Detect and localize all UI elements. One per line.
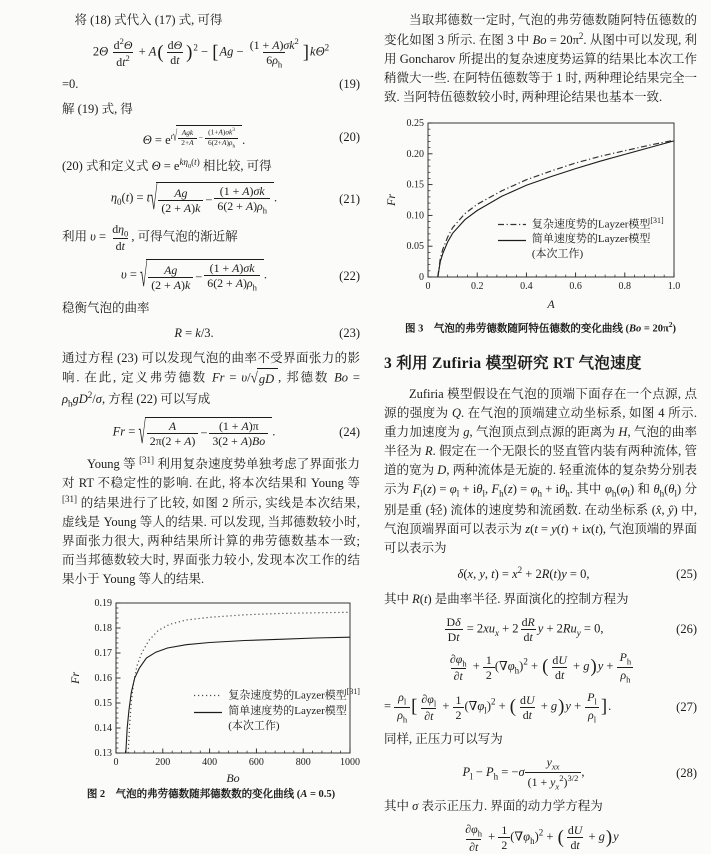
equation-20: $\Theta = e^{t √ Agk 2+A - (1+A)\sigma k^3 6(2+A)\rho_h}$ . (20)	[62, 125, 360, 150]
legend-label: 简单速度势的Layzer模型 (本次工作)	[228, 704, 347, 732]
svg-text:200: 200	[155, 757, 171, 769]
equation-27-line1: $\frac{\partial\varphi_h}{\partial t}$ + $\frac{1}{2}$ $(\nabla\varphi_h)^2$ + ( $\frac{dU}{dt}$ + g)y + $\frac{P_h}{\rho_h}$	[384, 650, 697, 684]
paragraph-zufiria-model: Zufiria 模型假设在气泡的顶端下面存在一个点源, 点源的强度为 Q. 在气泡的顶端建立动坐标系, 如图 4 所示. 重力加速度为 g, 气泡顶点到点源的距离为 H, 气泡的曲率半径为 R. 假定在一个无限长的竖直管内装有两种流体, 管道的宽为 D, 两种流体是无旋的. 轻重流体的复杂势分别表示为 $F_l(z) = \varphi_l + i\theta_l$, $F_h(z) = \varphi_h + i\theta_h$. 其中 $\varphi_h(\varphi_l)$ 和 $\theta_h(\theta_l)$ 分别是重 (轻) 流体的速度势和流函数. 在动坐标系 (x̂, ŷ) 中, 气泡顶端界面可以表示为 z(t = y(t) + ix(t), 气泡顶端的界面可以表示为	[384, 387, 697, 556]
equation-19-line1: 2Θ $\frac{d^2\Theta}{dt^2}$ + A( $\frac{d\Theta}{dt}$ )$^2$ − [Ag − $\frac{(1 + A)\sigma k^2}{6\rho_h}$ ]$k\Theta^2$	[92, 36, 330, 70]
figure-2	[62, 597, 360, 803]
paragraph-sigma-dynamics: 其中 σ 表示正压力. 界面的动力学方程为	[384, 799, 603, 814]
chart-svg	[384, 115, 686, 311]
svg-text:A: A	[547, 297, 555, 312]
svg-text:Fr: Fr	[68, 672, 82, 685]
equation-23-number: (23)	[339, 325, 360, 340]
svg-text:0.14: 0.14	[94, 723, 112, 735]
paragraph-froude-bond: 通过方程 (23) 可以发现气泡的曲率不受界面张力的影响. 在此, 定义弗劳德数 Fr = υ/ √ gD , 邦德数 $Bo = \rho_hgD^2/\sigma$, 方程 (22) 可以写成	[62, 349, 360, 411]
svg-text:0.18: 0.18	[94, 623, 112, 635]
equation-26: $\frac{D\delta}{Dt}$ = $2xu_x + 2$ $\frac{dR}{dt}$ $y + 2Ru_y = 0$, (26)	[446, 615, 697, 645]
chart-legend	[193, 687, 360, 733]
figure-2-plot	[68, 597, 360, 785]
svg-text:0.25: 0.25	[406, 118, 424, 130]
equation-21-number: (21)	[339, 191, 360, 206]
paragraph-normal-pressure: 同样, 正压力可以写为	[384, 732, 503, 747]
legend-item	[193, 704, 360, 734]
svg-text:0.10: 0.10	[406, 210, 424, 222]
svg-text:0.17: 0.17	[94, 648, 112, 660]
svg-text:0.20: 0.20	[406, 148, 424, 160]
svg-text:Bo: Bo	[226, 771, 240, 786]
svg-text:1000: 1000	[340, 757, 360, 769]
paragraph-bond-fixed: 当取邦德数一定时, 气泡的弗劳德数随阿特伍德数的变化如图 3 所示. 在图 3 中 $Bo = 20\pi^2$. 从图中可以发现, 利用 Goncharov 所提出的复杂速度势运算的结果比本次工作稍微大一些. 在阿特伍德数等于 1 时, 两种理论结果完全一致. 当阿特伍德数较小时, 两种理论结果也基本一致.	[384, 13, 697, 105]
equation-24: Fr = √ A 2π(2 + A) − (1 + A)π 3(2 + A)Bo . (24)	[62, 417, 360, 448]
paragraph-asymptotic: 利用 υ = $\frac{d\eta_0}{dt}$ , 可得气泡的渐近解	[62, 221, 238, 254]
svg-text:1.0: 1.0	[667, 281, 681, 293]
svg-text:Fr: Fr	[384, 194, 398, 207]
equation-28-number: (28)	[676, 765, 697, 780]
legend-line-sample	[497, 236, 527, 245]
equation-21: $\eta_0(t) = t$ √ Ag (2 + A)k − (1 + A)σk $6(2 + A)\rho_h$ . (21)	[62, 182, 360, 215]
figure-3-caption: 图 3 气泡的弗劳德数随阿特伍德数的变化曲线 $(Bo = 20\pi^2)$	[404, 320, 677, 335]
legend-line-sample	[193, 691, 223, 700]
right-column	[384, 8, 697, 854]
svg-text:0.16: 0.16	[94, 673, 112, 685]
svg-text:400: 400	[202, 757, 218, 769]
equation-25: δ(x, y, $t) = x^2 + 2R(t)y = 0$, (25)	[384, 564, 697, 584]
legend-item	[193, 687, 360, 704]
legend-item	[497, 232, 664, 262]
legend-line-sample	[497, 220, 527, 229]
legend-label: 复杂速度势的Layzer模型[31]	[531, 215, 664, 231]
section-3-heading: 3 利用 Zufiria 模型研究 RT 气泡速度	[384, 354, 642, 372]
svg-text:0.2: 0.2	[470, 281, 484, 293]
equation-24-number: (24)	[339, 425, 360, 440]
paragraph-young-comparison: Young 等 [31] 利用复杂速度势单独考虑了界面张力对 RT 不稳定性的影响. 在此, 将本次结果和 Young 等 [31] 的结果进行了比较, 如图 2 所示, 实线是本次结果, 虚线是 Young 等人的结果. 可以发现, 当邦德数较小时, 界面张力很大, 两种结果所计算的弗劳德数基本一致; 而当邦德数较大时, 界面张力较小, 发现本次工作的结果小于 Young 等人的结果.	[62, 455, 360, 587]
svg-text:0.6: 0.6	[569, 281, 582, 293]
equation-27-number: (27)	[676, 699, 697, 714]
equation-22-number: (22)	[339, 268, 360, 283]
svg-text:0.05: 0.05	[406, 241, 424, 253]
figure-2-caption: 图 2 气泡的弗劳德数随邦德数数的变化曲线 (A = 0.5)	[86, 789, 336, 801]
svg-text:0: 0	[425, 281, 431, 293]
chart-legend	[497, 216, 664, 262]
svg-text:0.13: 0.13	[94, 748, 112, 760]
svg-text:0.15: 0.15	[94, 698, 112, 710]
paragraph-curvature: 稳衡气泡的曲率	[62, 300, 150, 315]
equation-20-number: (20)	[339, 130, 360, 145]
figure-3	[384, 115, 697, 337]
svg-text:0.4: 0.4	[520, 281, 533, 293]
equation-28: $P_l - P_h = -\sigma$ $y_{xx}$ $(1 + y_x^2)^{3/2}$ , (28)	[462, 755, 697, 792]
equation-22: υ = √ Ag (2 + A)k − (1 + A)σk $6(2 + A)\rho_h$ . (22)	[62, 259, 360, 292]
legend-item	[497, 216, 664, 233]
figure-3-plot	[384, 115, 686, 311]
paragraph-substitute-18: 将 (18) 式代入 (17) 式, 可得	[74, 13, 223, 27]
equation-19-line2: =0. (19)	[62, 75, 360, 94]
svg-text:0.15: 0.15	[406, 179, 424, 191]
svg-text:0.19: 0.19	[94, 598, 112, 610]
legend-label: 简单速度势的Layzer模型 (本次工作)	[531, 233, 651, 260]
left-column	[62, 8, 360, 849]
equation-23: R = k/3. (23)	[62, 324, 360, 343]
legend-line-sample	[193, 708, 223, 717]
equation-27-line2: = $\frac{\rho_l}{\rho_h}$ [ $\frac{\partial\varphi_l}{\partial t}$ + $\frac{1}{2}$ $(\nabla\varphi_l)^2$ + ( $\frac{dU}{dt}$ + g)y + $\frac{P_l}{\rho_l}$ ]. (27)	[384, 690, 697, 725]
equation-19-number: (19)	[339, 77, 360, 92]
svg-text:0.8: 0.8	[618, 281, 632, 293]
equation-26-number: (26)	[676, 622, 697, 637]
svg-text:800: 800	[295, 757, 311, 769]
paragraph-curvature-radius: 其中 R(t) 是曲率半径. 界面演化的控制方程为	[384, 592, 629, 607]
svg-text:0: 0	[419, 272, 424, 284]
equation-29-unnumbered: $\frac{\partial\varphi_h}{\partial t}$ + $\frac{1}{2}$ $(\nabla\varphi_h)^2$ + ( $\frac{dU}{dt}$ + g)y	[465, 822, 619, 854]
legend-label: 复杂速度势的Layzer模型[31]	[228, 687, 360, 703]
svg-text:0: 0	[113, 757, 119, 769]
paragraph-solve-19: 解 (19) 式, 得	[62, 102, 133, 117]
equation-25-number: (25)	[676, 566, 697, 581]
svg-text:600: 600	[248, 757, 264, 769]
paragraph-compare-20: (20) 式和定义式 $\Theta = e^{k\eta_0(t)}$ 相比较, 可得	[62, 157, 272, 174]
